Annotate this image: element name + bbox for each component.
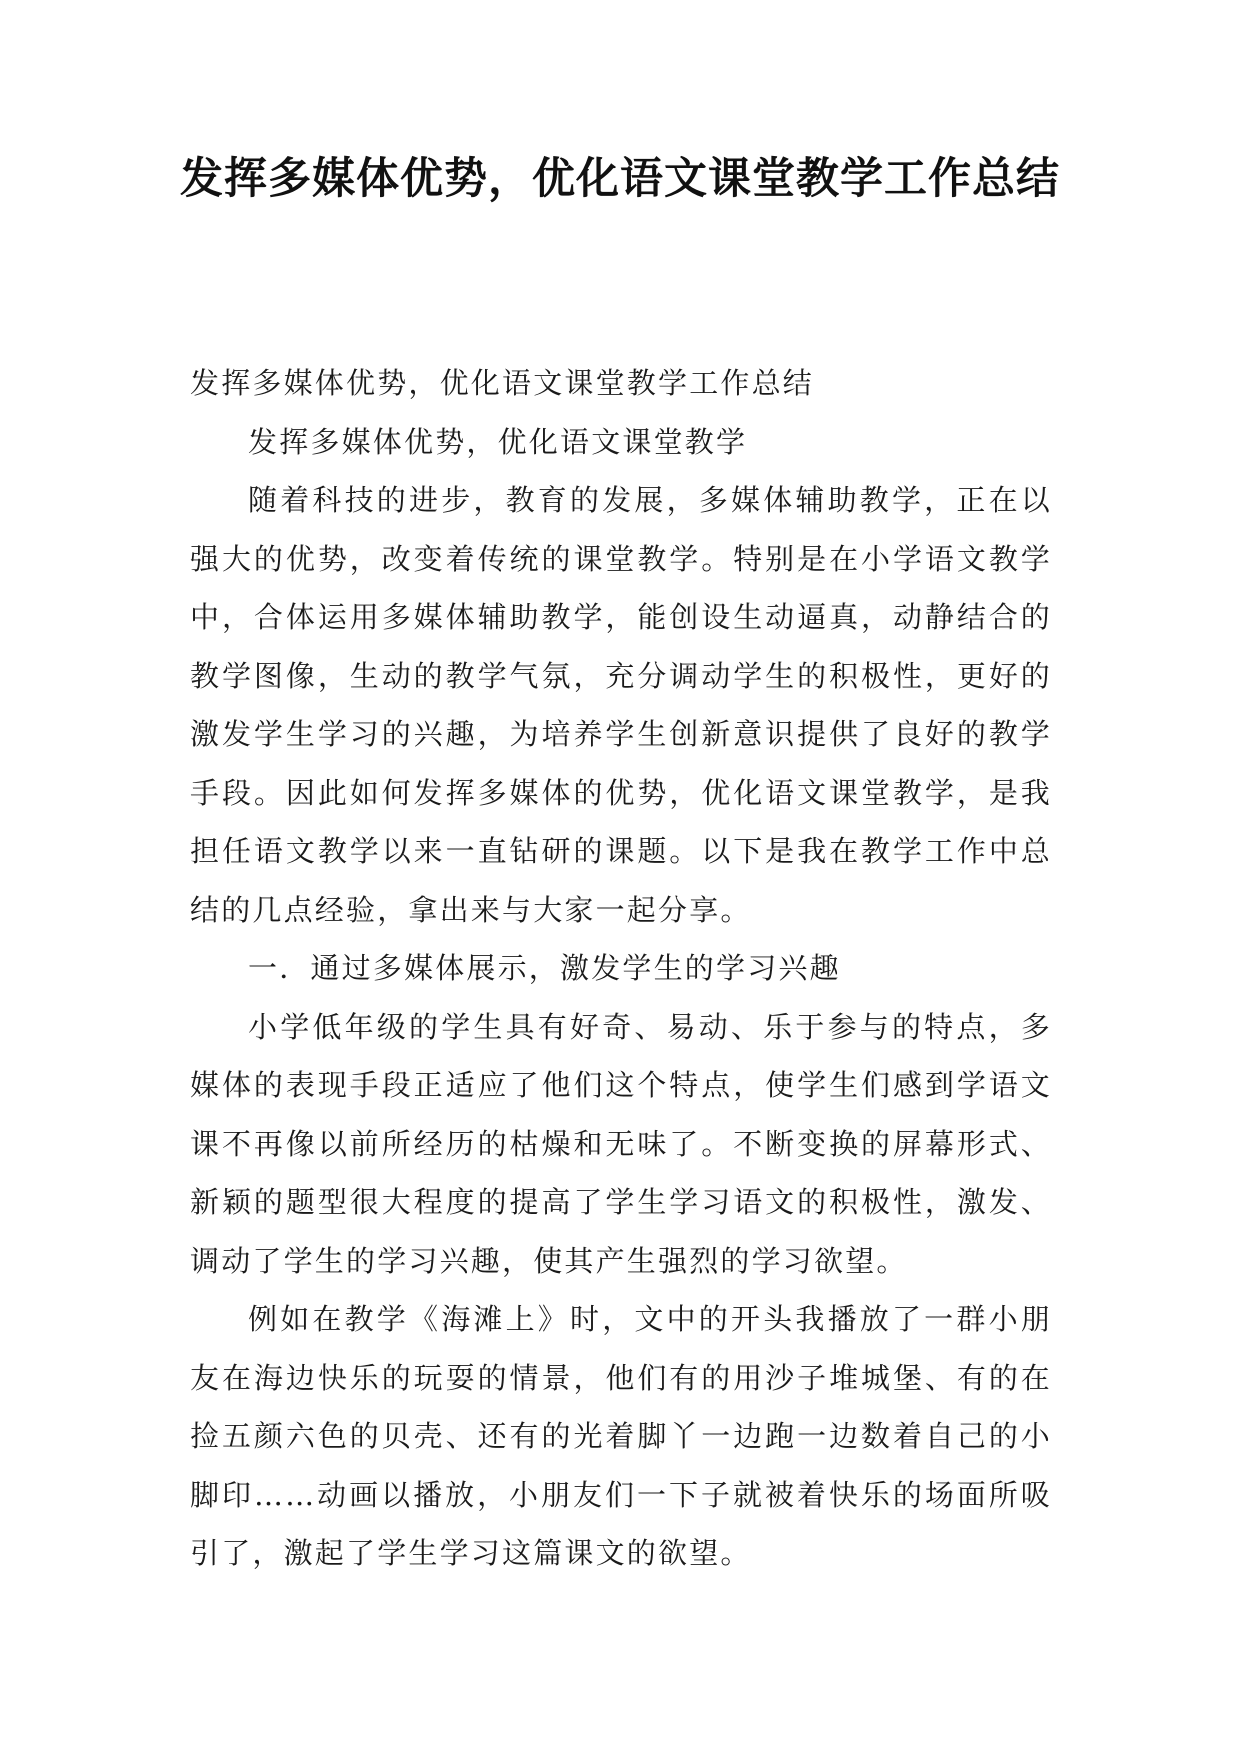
document-body	[190, 354, 1052, 1583]
document-title: 发挥多媒体优势，优化语文课堂教学工作总结	[180, 154, 1060, 204]
section-heading: 一．通过多媒体展示，激发学生的学习兴趣	[248, 951, 841, 985]
body-paragraph: 发挥多媒体优势，优化语文课堂教学工作总结	[190, 366, 815, 400]
body-paragraph: 小学低年级的学生具有好奇、易动、乐于参与的特点，多媒体的表现手段正适应了他们这个特点，使学生们感到学语文课不再像以前所经历的枯燥和无味了。不断变换的屏幕形式、新颖的题型很大程度的提高了学生学习语文的积极性，激发、调动了学生的学习兴趣，使其产生强烈的学习欲望。	[190, 1009, 1052, 1278]
body-paragraph: 例如在教学《海滩上》时，文中的开头我播放了一群小朋友在海边快乐的玩耍的情景，他们有的用沙子堆城堡、有的在捡五颜六色的贝壳、还有的光着脚丫一边跑一边数着自己的小脚印……动画以播放，小朋友们一下子就被着快乐的场面所吸引了，激起了学生学习这篇课文的欲望。	[190, 1302, 1052, 1570]
body-paragraph: 发挥多媒体优势，优化语文课堂教学	[248, 424, 748, 459]
body-paragraph: 随着科技的进步，教育的发展，多媒体辅助教学，正在以强大的优势，改变着传统的课堂教学。特别是在小学语文教学中，合体运用多媒体辅助教学，能创设生动逼真，动静结合的教学图像，生动的教学气氛，充分调动学生的积极性，更好的激发学生学习的兴趣，为培养学生创新意识提供了良好的教学手段。因此如何发挥多媒体的优势，优化语文课堂教学，是我担任语文教学以来一直钻研的课题。以下是我在教学工作中总结的几点经验，拿出来与大家一起分享。	[190, 483, 1052, 927]
